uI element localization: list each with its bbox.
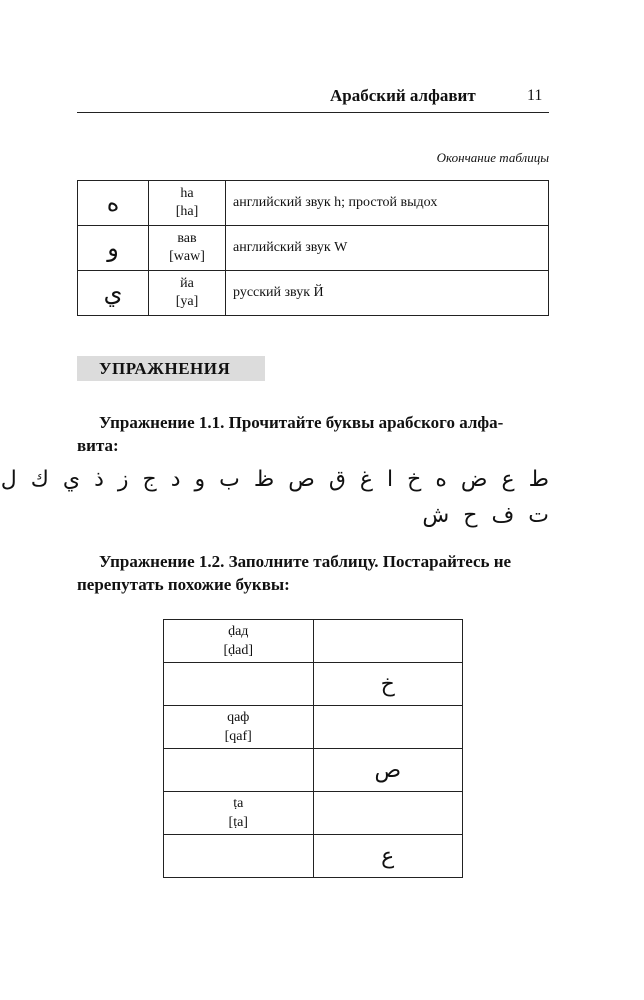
arabic-letter: ص — [288, 467, 315, 492]
table-row — [164, 792, 463, 835]
table-row — [78, 226, 549, 271]
letter-name-cell — [149, 181, 226, 226]
letter-transcription: [waw] — [169, 249, 205, 264]
exercise-2-instruction — [77, 550, 549, 596]
arabic-letter: ي — [62, 467, 81, 492]
blank-letter-cell[interactable] — [313, 620, 463, 663]
arabic-letter: ص — [313, 749, 463, 792]
arabic-letter: ك — [30, 467, 49, 492]
arabic-letter: ي — [78, 271, 149, 316]
arabic-letters-line-1 — [0, 467, 549, 492]
exercise-1-instruction — [77, 411, 549, 457]
arabic-letter: ج — [142, 467, 157, 492]
letter-name-cell — [164, 792, 314, 835]
blank-letter-cell[interactable] — [313, 706, 463, 749]
alphabet-table — [77, 180, 549, 316]
arabic-letter: ا — [387, 467, 394, 492]
arabic-letter: غ — [359, 467, 374, 492]
letter-transcription: [ṭa] — [228, 815, 248, 830]
arabic-letter: ق — [328, 467, 346, 492]
blank-name-cell[interactable] — [164, 749, 314, 792]
arabic-letter: ط — [528, 467, 549, 492]
arabic-letter: ه — [78, 181, 149, 226]
letter-name-cell — [164, 620, 314, 663]
arabic-letter: ز — [117, 467, 129, 492]
letter-transcription: [ḍad] — [223, 643, 254, 658]
letter-description: русский звук Й — [226, 271, 549, 316]
table-caption: Окончание таблицы — [436, 150, 549, 165]
arabic-letter: د — [170, 467, 181, 492]
arabic-letter: ظ — [253, 467, 275, 492]
blank-name-cell[interactable] — [164, 663, 314, 706]
arabic-letter: ت — [528, 503, 549, 528]
letter-transcription: [qaf] — [224, 729, 252, 744]
page-number: 11 — [527, 87, 543, 104]
letter-name-cell — [164, 706, 314, 749]
table-row — [78, 271, 549, 316]
arabic-letter: ع — [313, 835, 463, 878]
letter-name-cell — [149, 271, 226, 316]
section-heading: УПРАЖНЕНИЯ — [77, 356, 265, 381]
arabic-letter: ض — [460, 467, 488, 492]
arabic-letter: ف — [491, 503, 515, 528]
arabic-letter: ح — [463, 503, 478, 528]
letter-transcription: [ha] — [175, 204, 199, 219]
arabic-letter: ل — [0, 467, 17, 492]
arabic-letter: ب — [219, 467, 240, 492]
blank-letter-cell[interactable] — [313, 792, 463, 835]
arabic-letter: ع — [501, 467, 515, 492]
arabic-letter: و — [194, 467, 206, 492]
letter-description: английский звук h; простой выдох — [226, 181, 549, 226]
arabic-letters-line-2 — [77, 503, 549, 528]
table-row — [164, 663, 463, 706]
letter-name-cell — [149, 226, 226, 271]
letter-name: йа — [180, 276, 194, 291]
blank-name-cell[interactable] — [164, 835, 314, 878]
arabic-letter: ه — [435, 467, 447, 492]
table-row — [78, 181, 549, 226]
table-row — [164, 706, 463, 749]
table-row — [164, 749, 463, 792]
arabic-letter: خ — [313, 663, 463, 706]
exercise-2-line-1: Упражнение 1.2. Заполните таблицу. Постарайтесь не — [99, 552, 512, 571]
letter-description: английский звук W — [226, 226, 549, 271]
arabic-letter: ش — [422, 503, 450, 528]
exercise-1-line-1: Упражнение 1.1. Прочитайте буквы арабского алфа- — [99, 413, 504, 432]
arabic-letter: و — [78, 226, 149, 271]
header-divider — [77, 112, 549, 113]
fill-in-table — [163, 619, 463, 878]
exercise-2-line-2: перепутать похожие буквы: — [77, 575, 290, 594]
letter-name: qаф — [227, 710, 250, 725]
exercise-1-line-2: вита: — [77, 436, 119, 455]
page-header-title: Арабский алфавит — [330, 86, 476, 105]
arabic-letter: ذ — [94, 467, 104, 492]
letter-name: ṭа — [233, 796, 244, 811]
letter-name: ḍад — [228, 624, 249, 639]
letter-name: вав — [177, 231, 197, 246]
letter-transcription: [ya] — [175, 294, 199, 309]
arabic-letter: خ — [407, 467, 422, 492]
table-row — [164, 835, 463, 878]
table-row — [164, 620, 463, 663]
letter-name: ha — [180, 186, 194, 201]
